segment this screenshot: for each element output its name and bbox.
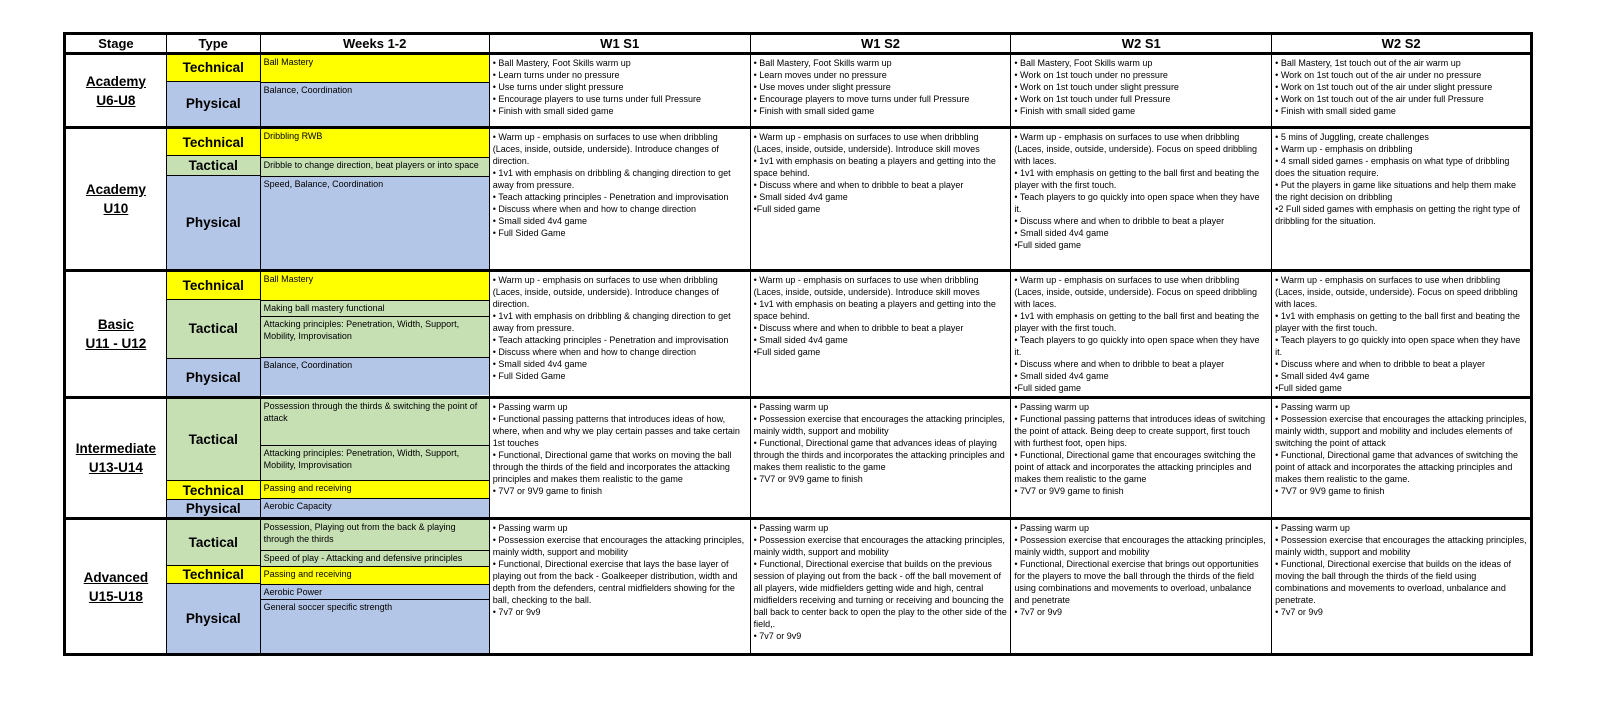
session-bullet: • Warm up - emphasis on surfaces to use when dribbling (Laces, inside, outside, underside). Focus on speed dribbling with laces.: [1014, 132, 1258, 166]
session-bullet: • Discuss where and when to dribble to beat a player: [1275, 359, 1485, 369]
session-bullet: • Small sided 4v4 game: [753, 335, 848, 345]
session-bullet: • Passing warm up: [492, 402, 568, 412]
focus-item-tactical: Speed of play - Attacking and defensive principles: [261, 550, 489, 566]
block-row: [65, 128, 1532, 156]
focus-item-technical: Ball Mastery: [261, 55, 489, 82]
session-bullet: • 7v7 or 9v9: [753, 631, 802, 641]
weeks-cell: [260, 398, 489, 519]
session-cell: [750, 128, 1011, 271]
session-bullet: • Small sided 4v4 game: [1014, 228, 1109, 238]
type-cell-physical: Physical: [166, 359, 260, 398]
session-bullet: • Work on 1st touch under slight pressure: [1014, 82, 1179, 92]
session-bullet: • Teach players to go quickly into open space when they have it.: [1014, 335, 1260, 357]
focus-item-tactical: Possession, Playing out from the back & playing through the thirds: [261, 520, 489, 550]
weeks-cell: [260, 519, 489, 655]
weeks-cell: [260, 271, 489, 398]
type-cell-tactical: Tactical: [166, 299, 260, 358]
session-bullet: • Encourage players to move turns under full Pressure: [753, 94, 970, 104]
stage-label: Advanced: [83, 569, 149, 585]
stage-label: Academy: [85, 182, 146, 197]
session-bullet: •2 Full sided games with emphasis on getting the right type of dribbling for the situation.: [1275, 204, 1520, 226]
stage-label: Academy: [85, 73, 146, 89]
session-bullet: • Encourage players to use turns under full Pressure: [492, 94, 702, 104]
focus-item-technical: Dribbling RWB: [261, 129, 489, 157]
session-bullet: • Finish with small sided game: [1014, 106, 1136, 116]
header-w1s1: W1 S1: [489, 34, 750, 54]
header-type: Type: [166, 34, 260, 54]
focus-item-tactical: Attacking principles: Penetration, Width, Support, Mobility, Improvisation: [261, 445, 489, 481]
session-cell: [1011, 398, 1272, 519]
session-cell: [1272, 398, 1532, 519]
session-bullet: • Passing warm up: [1014, 402, 1090, 412]
session-bullet: • Functional, Directional game that encourages switching the point of attack and incorporates the attacking principles and makes them realistic to the game: [1014, 450, 1256, 484]
session-cell: [489, 54, 750, 128]
session-bullet: • 1v1 with emphasis on getting to the ball first and beating the player with the first touch.: [1014, 168, 1260, 190]
block-row: [65, 398, 1532, 481]
session-bullet: • Passing warm up: [1275, 402, 1350, 412]
focus-item-technical: Passing and receiving: [261, 566, 489, 584]
session-bullet: • Functional, Directional exercise that builds on the previous session of playing out from the back - off the ball movement of all players, wide midfielders getting wide and high, central midfielders receiving and turning or receiving and bouncing the ball back to center back to open the play to the other side of the field,.: [753, 559, 1007, 629]
session-bullet: • Functional, Directional game that advances of switching the point of attack and incorporates the attacking principles and makes them realistic to the game.: [1275, 450, 1518, 484]
session-bullet: • Finish with small sided game: [492, 106, 614, 116]
session-bullet: •Full sided game: [753, 347, 821, 357]
type-cell-technical: Technical: [166, 271, 260, 300]
weeks-cell: [260, 128, 489, 271]
session-bullet: • Passing warm up: [753, 402, 829, 412]
session-bullet: • Teach attacking principles - Penetration and improvisation: [492, 192, 729, 202]
stage-label: U6-U8: [96, 92, 136, 108]
block-row: [65, 54, 1532, 82]
session-bullet: • Small sided 4v4 game: [492, 216, 587, 226]
session-bullet: • 5 mins of Juggling, create challenges: [1275, 132, 1429, 142]
session-bullet: • 4 small sided games - emphasis on what type of dribbling does the situation require.: [1275, 156, 1510, 178]
session-cell: [750, 519, 1011, 655]
session-bullet: • Possession exercise that encourages the attacking principles, mainly width, support and mobility: [1014, 535, 1266, 557]
session-bullet: • Teach players to go quickly into open space when they have it.: [1275, 335, 1521, 357]
session-bullet: • Possession exercise that encourages the attacking principles, mainly width, support and mobility: [1275, 535, 1527, 557]
focus-item-physical: Balance, Coordination: [261, 82, 489, 126]
session-bullet: • Use moves under slight pressure: [753, 82, 891, 92]
focus-item-physical: Aerobic Capacity: [261, 498, 489, 517]
session-bullet: • Warm up - emphasis on surfaces to use when dribbling (Laces, inside, outside, underside). Introduce skill moves: [753, 275, 980, 297]
stage-label: U10: [103, 201, 129, 216]
header-w1s2: W1 S2: [750, 34, 1011, 54]
header-w2s1: W2 S1: [1011, 34, 1272, 54]
header-row: [65, 34, 1532, 54]
session-bullet: • 7v7 or 9v9: [492, 607, 541, 617]
session-bullet: • Functional, Directional game that works on moving the ball through the thirds of the field and incorporates the attacking principles and makes them realistic to the game: [492, 450, 732, 484]
session-bullet: • Finish with small sided game: [753, 106, 875, 116]
header-w2s2: W2 S2: [1272, 34, 1532, 54]
session-bullet: • Work on 1st touch out of the air under no pressure: [1275, 70, 1482, 80]
type-cell-tactical: Tactical: [166, 519, 260, 566]
session-bullet: • 7V7 or 9V9 game to finish: [492, 486, 602, 496]
session-bullet: • Small sided 4v4 game: [492, 359, 587, 369]
block-row: [65, 271, 1532, 300]
session-bullet: • Warm up - emphasis on surfaces to use when dribbling (Laces, inside, outside, underside). Focus on speed dribbling with laces.: [1014, 275, 1258, 309]
session-cell: [750, 271, 1011, 398]
session-bullet: • 1v1 with emphasis on beating a players and getting into the space behind.: [753, 299, 996, 321]
session-bullet: • 1v1 with emphasis on getting to the ball first and beating the player with the first touch.: [1275, 311, 1520, 333]
focus-item-physical: Aerobic Power: [261, 584, 489, 600]
session-bullet: • Ball Mastery, Foot Skills warm up: [492, 58, 631, 68]
type-cell-tactical: Tactical: [166, 398, 260, 481]
session-bullet: • Discuss where when and how to change direction: [492, 204, 697, 214]
type-cell-technical: Technical: [166, 481, 260, 499]
session-bullet: • 7V7 or 9V9 game to finish: [1275, 486, 1385, 496]
type-cell-technical: Technical: [166, 565, 260, 583]
session-bullet: •Full sided game: [1275, 383, 1342, 393]
session-bullet: • Passing warm up: [753, 523, 829, 533]
stage-cell: [65, 54, 167, 128]
session-bullet: • Small sided 4v4 game: [753, 192, 848, 202]
session-cell: [750, 398, 1011, 519]
session-bullet: • Functional, Directional exercise that brings out opportunities for the players to move the ball through the thirds of the field using combinations and movements to overload, unbalance and penetrate: [1014, 559, 1259, 605]
focus-item-tactical: Making ball mastery functional: [261, 300, 489, 316]
stage-cell: [65, 398, 167, 519]
session-bullet: • 7v7 or 9v9: [1275, 607, 1323, 617]
stage-label: Basic: [97, 317, 134, 332]
session-cell: [1011, 519, 1272, 655]
session-bullet: • Ball Mastery, Foot Skills warm up: [753, 58, 892, 68]
session-bullet: • Possession exercise that encourages the attacking principles, mainly width, support and mobility: [753, 535, 1005, 557]
session-cell: [750, 54, 1011, 128]
type-cell-technical: Technical: [166, 54, 260, 82]
header-stage: Stage: [65, 34, 167, 54]
session-bullet: • 7v7 or 9v9: [1014, 607, 1063, 617]
session-bullet: • Work on 1st touch under full Pressure: [1014, 94, 1171, 104]
session-bullet: • Put the players in game like situations and help them make the right decision on dribbling: [1275, 180, 1516, 202]
session-cell: [489, 398, 750, 519]
type-cell-physical: Physical: [166, 499, 260, 518]
session-bullet: • Passing warm up: [1014, 523, 1090, 533]
session-bullet: • Discuss where and when to dribble to beat a player: [1014, 359, 1225, 369]
session-cell: [489, 519, 750, 655]
session-bullet: • Warm up - emphasis on surfaces to use when dribbling (Laces, inside, outside, underside). Introduce skill moves: [753, 132, 980, 154]
focus-item-physical: General soccer specific strength: [261, 599, 489, 653]
training-plan-table: [63, 32, 1533, 656]
session-bullet: • 1v1 with emphasis on getting to the ball first and beating the player with the first touch.: [1014, 311, 1260, 333]
type-cell-technical: Technical: [166, 128, 260, 156]
stage-cell: [65, 128, 167, 271]
session-bullet: • Discuss where and when to dribble to beat a player: [1014, 216, 1225, 226]
session-cell: [1011, 54, 1272, 128]
session-cell: [1272, 54, 1532, 128]
session-cell: [1272, 128, 1532, 271]
session-bullet: •Full sided game: [1014, 383, 1082, 393]
session-bullet: • Possession exercise that encourages the attacking principles, mainly width, support and mobility and includes elements of switching the point of attack: [1275, 414, 1527, 448]
stage-cell: [65, 271, 167, 398]
session-bullet: • Functional, Directional exercise that builds on the ideas of moving the ball through the thirds of the field using combinations and movements to overload, unbalance and penetrate.: [1275, 559, 1511, 605]
focus-item-tactical: Attacking principles: Penetration, Width, Support, Mobility, Improvisation: [261, 316, 489, 358]
session-bullet: • Discuss where when and how to change direction: [492, 347, 697, 357]
session-cell: [489, 128, 750, 271]
session-bullet: • Use turns under slight pressure: [492, 82, 624, 92]
focus-item-physical: Balance, Coordination: [261, 357, 489, 395]
session-bullet: • Work on 1st touch out of the air under slight pressure: [1275, 82, 1493, 92]
session-bullet: • Teach attacking principles - Penetration and improvisation: [492, 335, 729, 345]
session-bullet: • 1v1 with emphasis on dribbling & changing direction to get away from pressure.: [492, 311, 731, 333]
session-bullet: • Full Sided Game: [492, 371, 566, 381]
session-cell: [489, 271, 750, 398]
session-bullet: • Small sided 4v4 game: [1275, 371, 1370, 381]
weeks-cell: [260, 54, 489, 128]
type-cell-physical: Physical: [166, 81, 260, 127]
session-bullet: • Work on 1st touch under no pressure: [1014, 70, 1168, 80]
session-bullet: • Functional passing patterns that introduces ideas of how, where, when and why we play certain passes and take certain 1st touches: [492, 414, 740, 448]
session-cell: [1272, 271, 1532, 398]
focus-item-technical: Passing and receiving: [261, 480, 489, 498]
stage-label: Intermediate: [75, 441, 157, 456]
session-bullet: • 1v1 with emphasis on beating a players and getting into the space behind.: [753, 156, 996, 178]
session-bullet: • Discuss where and when to dribble to beat a player: [753, 323, 964, 333]
session-bullet: • 1v1 with emphasis on dribbling & changing direction to get away from pressure.: [492, 168, 731, 190]
session-bullet: • Functional, Directional game that advances ideas of playing through the thirds and incorporates the attacking principles and makes them realistic to the game: [753, 438, 1005, 472]
session-bullet: • Warm up - emphasis on surfaces to use when dribbling (Laces, inside, outside, underside). Focus on speed dribbling with laces.: [1275, 275, 1518, 309]
type-cell-physical: Physical: [166, 175, 260, 270]
session-cell: [1011, 271, 1272, 398]
block-row: [65, 519, 1532, 566]
session-bullet: • Discuss where and when to dribble to beat a player: [753, 180, 964, 190]
session-bullet: • 7V7 or 9V9 game to finish: [753, 474, 863, 484]
focus-item-tactical: Dribble to change direction, beat players or into space: [261, 157, 489, 176]
focus-item-technical: Ball Mastery: [261, 272, 489, 300]
stage-label: U11 - U12: [85, 336, 147, 351]
stage-label: U13-U14: [88, 460, 143, 475]
session-bullet: • Functional passing patterns that introduces ideas of switching the point of attack. Being deep to create support, first touch with furthest foot, open hips.: [1014, 414, 1266, 448]
session-bullet: • Learn turns under no pressure: [492, 70, 620, 80]
focus-item-physical: Speed, Balance, Coordination: [261, 176, 489, 269]
session-cell: [1011, 128, 1272, 271]
session-bullet: • Passing warm up: [1275, 523, 1350, 533]
session-bullet: • 7V7 or 9V9 game to finish: [1014, 486, 1124, 496]
session-bullet: • Ball Mastery, 1st touch out of the air warm up: [1275, 58, 1461, 68]
stage-cell: [65, 519, 167, 655]
session-bullet: • Functional, Directional exercise that lays the base layer of playing out from the back - Goalkeeper distribution, width and depth from the defenders, central midfielders showing for the ball, checking to the ball.: [492, 559, 738, 605]
type-cell-tactical: Tactical: [166, 156, 260, 175]
session-bullet: • Warm up - emphasis on surfaces to use when dribbling (Laces, inside, outside, underside). Introduce changes of direction.: [492, 132, 719, 166]
session-bullet: • Ball Mastery, Foot Skills warm up: [1014, 58, 1153, 68]
type-cell-physical: Physical: [166, 583, 260, 654]
session-cell: [1272, 519, 1532, 655]
session-bullet: • Warm up - emphasis on surfaces to use when dribbling (Laces, inside, outside, underside). Introduce changes of direction.: [492, 275, 719, 309]
session-bullet: • Work on 1st touch out of the air under full Pressure: [1275, 94, 1484, 104]
session-bullet: •Full sided game: [753, 204, 821, 214]
session-bullet: • Learn moves under no pressure: [753, 70, 887, 80]
stage-label: U15-U18: [88, 588, 143, 604]
session-bullet: • Small sided 4v4 game: [1014, 371, 1109, 381]
session-bullet: •Full sided game: [1014, 240, 1082, 250]
session-bullet: • Finish with small sided game: [1275, 106, 1396, 116]
session-bullet: • Passing warm up: [492, 523, 568, 533]
session-bullet: • Teach players to go quickly into open space when they have it.: [1014, 192, 1260, 214]
session-bullet: • Possession exercise that encourages the attacking principles, mainly width, support and mobility: [492, 535, 745, 557]
header-weeks: Weeks 1-2: [260, 34, 489, 54]
session-bullet: • Full Sided Game: [492, 228, 566, 238]
focus-item-tactical: Possession through the thirds & switching the point of attack: [261, 399, 489, 445]
session-bullet: • Possession exercise that encourages the attacking principles, mainly width, support and mobility: [753, 414, 1005, 436]
session-bullet: • Warm up - emphasis on dribbling: [1275, 144, 1413, 154]
